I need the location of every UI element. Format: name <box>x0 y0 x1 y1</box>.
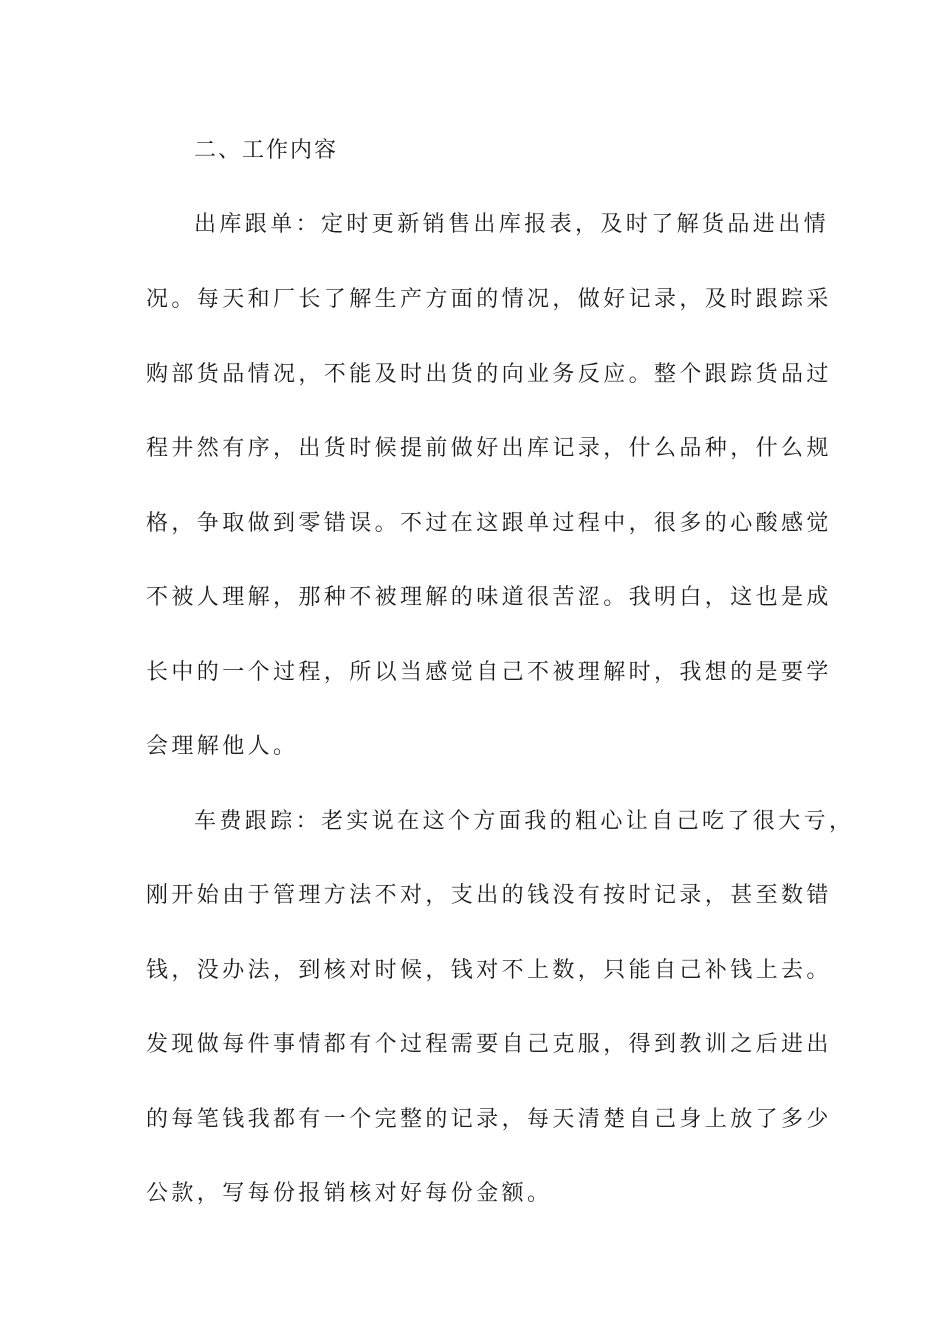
paragraph-line: 发现做每件事情都有个过程需要自己克服，得到教训之后进出 <box>146 1032 832 1057</box>
paragraph-line: 格，争取做到零错误。不过在这跟单过程中，很多的心酸感觉 <box>146 511 832 536</box>
paragraph-line: 程井然有序，出货时候提前做好出库记录，什么品种，什么规 <box>146 436 832 461</box>
paragraph-line: 长中的一个过程，所以当感觉自己不被理解时，我想的是要学 <box>146 660 832 685</box>
paragraph-line: 钱，没办法，到核对时候，钱对不上数，只能自己补钱上去。 <box>146 958 832 983</box>
paragraph-line: 刚开始由于管理方法不对，支出的钱没有按时记录，甚至数错 <box>146 883 832 908</box>
paragraph-line: 购部货品情况，不能及时出货的向业务反应。整个跟踪货品过 <box>146 362 832 387</box>
section-heading: 二、工作内容 <box>194 138 339 163</box>
paragraph-line: 会理解他人。 <box>146 734 299 759</box>
paragraph-line: 出库跟单：定时更新销售出库报表，及时了解货品进出情 <box>194 212 830 237</box>
paragraph-line: 不被人理解，那种不被理解的味道很苦涩。我明白，这也是成 <box>146 585 832 610</box>
paragraph-line: 车费跟踪：老实说在这个方面我的粗心让自己吃了很大亏， <box>194 809 855 834</box>
paragraph-line: 况。每天和厂长了解生产方面的情况，做好记录，及时跟踪采 <box>146 287 832 312</box>
paragraph-line: 的每笔钱我都有一个完整的记录，每天清楚自己身上放了多少 <box>146 1107 832 1132</box>
paragraph-line: 公款，写每份报销核对好每份金额。 <box>146 1181 553 1206</box>
